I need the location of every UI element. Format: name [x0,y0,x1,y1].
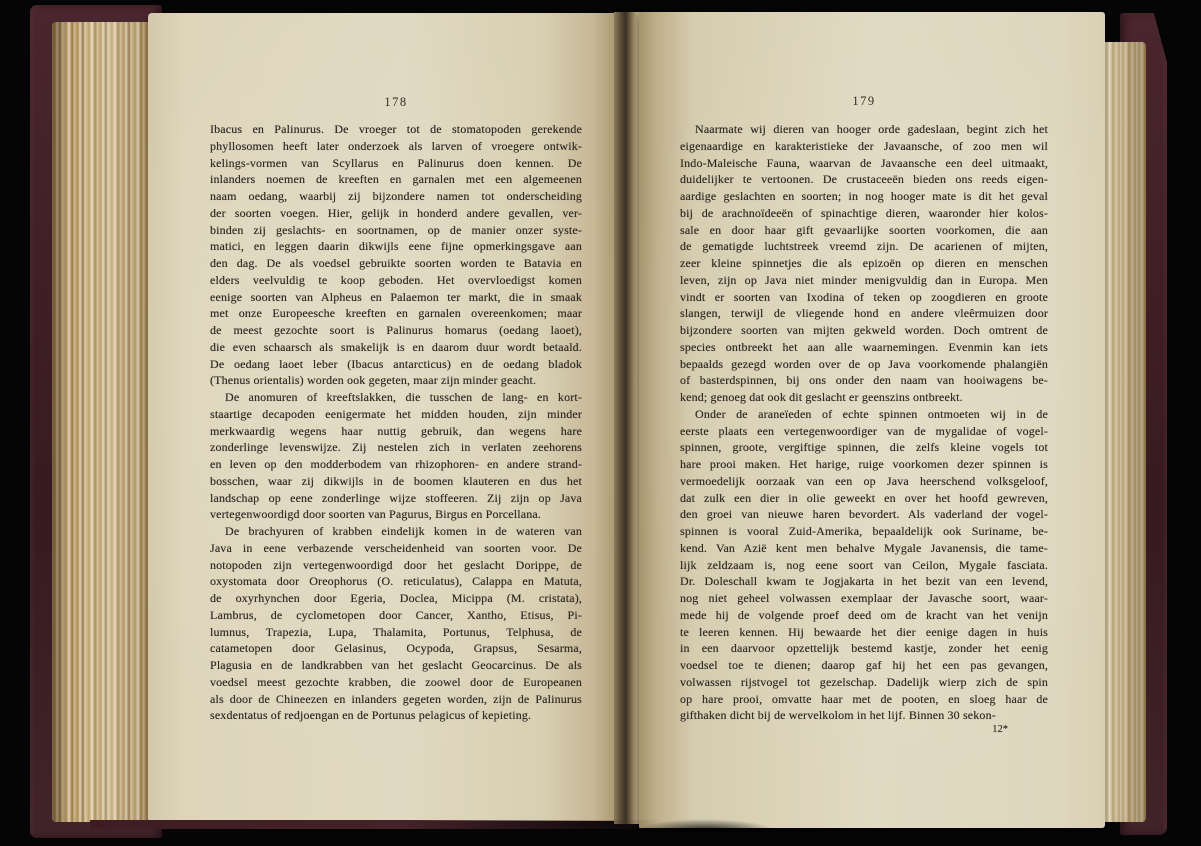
text-line: in een daarvoor opzettelijk bestemd kastje, zonder het eenig [680,641,1048,656]
text-line: den dag. De als voedsel gebruikte soorten worden te Batavia en [210,256,582,270]
text-line: eerste plaats een vertegenwoordiger van de mygalidae of vogel- [680,423,1048,438]
book-cover-bottom-edge [90,820,665,829]
page-edges-right [1104,42,1146,822]
text-line: De oedang laoet leber (Ibacus antarcticus) en de oedang bladok [210,356,582,371]
text-line: Naarmate wij dieren van hooger orde gadeslaan, begint zich het [695,122,1048,136]
text-line: matici, en leggen daarin dikwijls eene fijne opmerkingsgave aan [210,239,582,254]
text-line: hare prooi maken. Het harige, ruige voorkomen dezer spinnen is [680,457,1048,471]
text-line: Dr. Doleschall kwam te Jogjakarta in het bezit van een levend, [680,574,1048,589]
text-line: nog niet geheel volwassen exemplaar der Javasche soort, waar- [680,591,1048,605]
text-line: vindt er soorten van Ixodina of teken op zoogdieren en groote [680,289,1048,304]
text-line: spinnen, groote, vergiftige spinnen, die zelfs kleine vogels tot [680,440,1048,455]
text-line: bij de arachnoïdeeën of spinachtige dieren, waaronder hier kolos- [680,205,1048,220]
page-left [148,13,617,821]
text-line: (Thenus orientalis) worden ook gegeten, maar zijn minder geacht. [210,373,537,388]
text-line: elders veelvuldig te koop geboden. Het overvloedigst komen [210,272,582,287]
text-line: den groei van nieuwe haren bevordert. Als vaderland der vogel- [680,507,1048,522]
text-line: naam oedang, waarbij zij bijzondere namen tot onderscheiding [210,189,582,203]
text-line: voedsel meest gezochte krabben, die zoowel door de Europeanen [210,674,582,689]
text-line: zonderlinge levenswijze. Zij nestelen zich in verlaten zeehorens [210,440,582,455]
text-line: bosschen, waar zij dikwijls in de boomen klauteren en dus het [210,473,582,488]
text-line: en leven op den modderbodem van rhizophoren- en andere strand- [210,457,582,471]
text-line: staartige decapoden eenigermate het midden houden, zijn minder [210,406,582,421]
signature-mark: 12* [992,724,1008,735]
text-line: duidelijker te vertoonen. De crustaceeën bieden ons reeds eigen- [680,172,1048,187]
text-line: Indo-Maleische Fauna, waarvan de Javaansche een deel uitmaakt, [680,155,1048,170]
text-column-right [680,121,1048,724]
text-line: kend. Van Azië kent men behalve Mygale Javanensis, die tame- [680,540,1048,555]
text-line: dat zulk een dier in olie geweekt en over het hoofd gewreven, [680,490,1048,505]
text-line: kend; genoeg dat ook dit geslacht er geenszins ontbreekt. [680,390,963,404]
text-line: vertegenwoordigd door soorten van Pagurus, Birgus en Porcellana. [210,507,541,522]
text-line: Onder de araneïeden of echte spinnen ontmoeten wij in de [695,406,1048,421]
paragraph [210,523,582,724]
text-line: inlanders noemen de kreeften en garnalen met een algemeenen [210,172,582,187]
text-line: catametopen door Gelasinus, Ocypoda, Grapsus, Sesarma, [210,641,582,656]
text-line: zeer kleine spinnetjes die als epizoën op dieren en menschen [680,256,1048,270]
text-line: gifthaken dicht bij de wervelkolom in het lijf. Binnen 30 sekon- [680,708,996,723]
text-line: de oxyrhynchen door Egeria, Doclea, Micippa (M. cristata), [210,591,582,605]
page-edges-left [52,22,154,822]
text-line: binden zij geslachts- en soortnamen, op de manier onzer syste- [210,222,582,237]
text-line: lumnus, Trapezia, Lupa, Thalamita, Portunus, Telphusa, de [210,624,582,639]
text-line: eenige soorten van Alpheus en Palaemon ter markt, die in smaak [210,289,582,304]
text-line: eigenaardige en karakteristieke der Javaansche, of zoo men wil [680,138,1048,153]
page-number-left: 178 [384,95,408,109]
text-column-left [210,121,582,724]
text-line: die even schaarsch als smakelijk is en daarom duur wordt betaald. [210,339,582,354]
text-line: voedsel toe te dienen; daarop gaf hij het een pas gevangen, [680,658,1048,672]
text-line: De anomuren of kreeftslakken, die tusschen de lang- en kort- [225,390,582,404]
text-line: met onze Europeesche kreeften en garnalen overeenkomen; maar [210,306,582,321]
text-line: Ibacus en Palinurus. De vroeger tot de stomatopoden gerekende [210,122,582,136]
text-line: te leeren kennen. Hij bewaarde het dier eenige dagen in huis [680,624,1048,639]
text-line: phyllosomen heeft later onderzoek als larven of vroegere ontwik- [210,138,582,153]
text-line: landschap op eene zonderlinge wijze stoffeeren. Zij zijn op Java [210,490,582,505]
text-line: Lambrus, de cyclometopen door Cancer, Xantho, Etisus, Pi- [210,607,582,622]
paragraph [680,406,1048,724]
text-line: Java in eene verbazende verscheidenheid van soorten voor. De [210,540,582,555]
text-line: species ontbreekt het aan alle waarnemingen. Evenmin kan iets [680,339,1048,354]
page-number-right: 179 [852,94,876,108]
book-gutter [614,12,642,824]
text-line: de gematigde luchtstreek vreemd zijn. De acarienen of mijten, [680,239,1048,254]
page-right [639,12,1105,828]
text-line: sexdentatus of redjoengan en de Portunus pelagicus of kepieting. [210,708,532,723]
text-line: spinnen is vooral Zuid-Amerika, bepaaldelijk ook Suriname, be- [680,524,1048,538]
text-line: Plagusia en de landkrabben van het geslacht Geocarcinus. De als [210,658,582,672]
paragraph [210,121,582,389]
text-line: leven, zijn op Java niet minder menigvuldig dan in Europa. Men [680,272,1048,287]
text-line: sale en door haar gift gevaarlijke soorten voorkomen, die aan [680,222,1048,237]
text-line: of basterdspinnen, bij ons onder den naam van hooiwagens be- [680,373,1048,388]
text-line: als door de Chineezen en inlanders gegeten worden, zijn de Palinurus [210,691,582,706]
text-line: bepaalds gezegd worden over de op Java voorkomende phalangiën [680,356,1048,371]
text-line: oxystomata door Oreophorus (O. reticulatus), Calappa en Matuta, [210,574,582,589]
text-line: vermoedelijk oorzaak van een op Java heerschend volksgeloof, [680,473,1048,488]
text-line: kelings-vormen van Scyllarus en Palinurus doen kennen. De [210,155,582,170]
text-line: notopoden zijn vertegenwoordigd door het geslacht Dorippe, de [210,557,582,572]
text-line: aardige geslachten en soorten; in nog hooger mate is dit het geval [680,189,1048,203]
paragraph [680,121,1048,406]
text-line: volwassen rijstvogel tot gezelschap. Dadelijk wierp zich de spin [680,674,1048,689]
text-line: De brachyuren of krabben eindelijk komen in de wateren van [225,524,582,538]
paragraph [210,389,582,523]
text-line: mede hij de volgende proef deed om de kracht van het venijn [680,607,1048,622]
text-line: bijzondere soorten van mijten gekweld worden. Doch omtrent de [680,323,1048,337]
text-line: merkwaardig wegens haar nuttig gebruik, dan wegens hare [210,423,582,438]
text-line: op hare prooi, omvatte haar met de pooten, en sloeg haar de [680,691,1048,706]
text-line: der soorten voegen. Hier, gelijk in honderd andere gevallen, ver- [210,205,582,220]
text-line: de meest gezochte soort is Palinurus homarus (oedang laoet), [210,323,582,337]
text-line: slangen, terwijl de vliegende hond en andere vleêrmuizen door [680,306,1048,321]
text-line: lijk zeldzaam is, nog eene soort van Ceilon, Mygale fasciata. [680,557,1048,572]
